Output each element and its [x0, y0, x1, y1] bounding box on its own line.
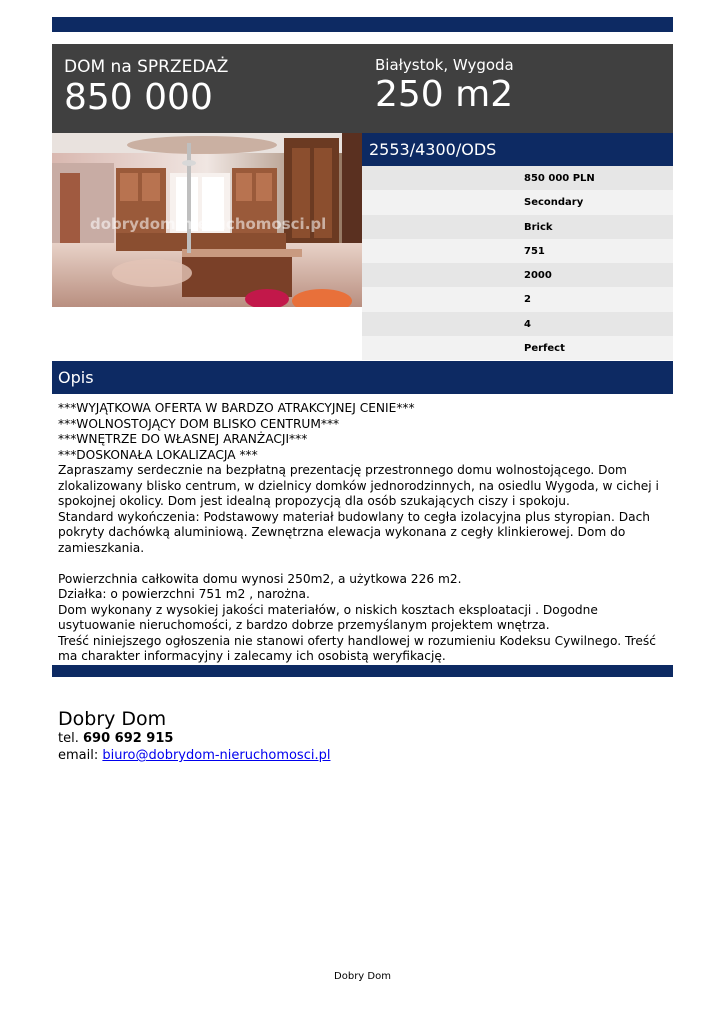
detail-row	[362, 190, 673, 214]
description-paragraph: Standard wykończenia: Podstawowy materiał budowlany to cegła izolacyjna plus styropian. Dach pokryty dachówką aluminiową. Zewnętrzna elewacja wykonana z cegły klinkierowej. Dom do zamieszkania.	[58, 509, 654, 555]
property-price: 850 000	[64, 77, 213, 118]
reference-number: 2553/4300/ODS	[369, 140, 497, 159]
detail-value: 2	[524, 294, 531, 306]
detail-value: Perfect	[524, 343, 565, 355]
detail-row	[362, 239, 673, 263]
details-table	[362, 166, 673, 360]
description-header	[52, 361, 673, 394]
phone-number[interactable]: 690 692 915	[82, 731, 174, 746]
detail-row	[362, 215, 673, 239]
email-line	[58, 747, 330, 764]
contact-block	[58, 708, 330, 764]
bottom-accent-bar	[52, 665, 673, 677]
top-accent-bar	[52, 17, 673, 32]
property-area: 250 m2	[375, 74, 514, 115]
description-line: ***WOLNOSTOJĄCY DOM BLISKO CENTRUM***	[58, 416, 340, 431]
detail-value: 2000	[524, 270, 552, 282]
description-line: ***WYJĄTKOWA OFERTA W BARDZO ATRAKCYJNEJ CENIE***	[58, 401, 415, 415]
description-paragraph: Treść niniejszego ogłoszenia nie stanowi oferty handlowej w rozumieniu Kodeksu Cywilnego. Treść ma charakter informacyjny i zalecamy ich osobistą weryfikację.	[58, 633, 660, 663]
detail-row	[362, 263, 673, 287]
reference-bar	[362, 133, 673, 166]
property-type: DOM na SPRZEDAŻ	[64, 57, 229, 77]
detail-row	[362, 312, 673, 336]
description-spacer	[58, 556, 670, 572]
description-line: ***DOSKONAŁA LOKALIZACJA ***	[58, 447, 258, 462]
description-line: ***WNĘTRZE DO WŁASNEJ ARANŻACJI***	[58, 432, 308, 446]
phone-label: tel.	[58, 731, 83, 746]
photo-watermark: dobrydom-nieruchomosci.pl	[90, 215, 327, 233]
detail-value: 850 000 PLN	[524, 173, 595, 184]
property-photo	[52, 133, 362, 307]
description-paragraph: Dom wykonany z wysokiej jakości materiałów, o niskich kosztach eksploatacji . Dogodne usytuowanie nieruchomości, z bardzo dobrze przemyślanym projektem wnętrza.	[58, 602, 602, 632]
description-line: Działka: o powierzchni 751 m2 , narożna.	[58, 587, 310, 601]
detail-value: 4	[524, 318, 531, 330]
email-label: email:	[58, 748, 103, 763]
detail-row	[362, 287, 673, 311]
detail-value: Brick	[524, 221, 553, 233]
description-text	[58, 401, 670, 665]
company-name: Dobry Dom	[58, 708, 167, 730]
phone-line	[58, 730, 330, 747]
section-title: Opis	[58, 368, 94, 387]
detail-row	[362, 336, 673, 360]
detail-row	[362, 166, 673, 190]
page-footer: Dobry Dom	[334, 971, 391, 982]
detail-value: 751	[524, 245, 545, 257]
description-line: Powierzchnia całkowita domu wynosi 250m2, a użytkowa 226 m2.	[58, 571, 462, 586]
email-link[interactable]: biuro@dobrydom-nieruchomosci.pl	[102, 748, 331, 763]
property-location: Białystok, Wygoda	[375, 56, 514, 74]
description-paragraph: Zapraszamy serdecznie na bezpłatną prezentację przestronnego domu wolnostojącego. Dom zlokalizowany blisko centrum, w dzielnicy domków jednorodzinnych, na osiedlu Wygoda, w cichej i spokojnej okolicy. Dom jest idealną propozycją dla osób szukających ciszy i spokoju.	[58, 463, 663, 508]
listing-header	[52, 44, 673, 133]
detail-value: Secondary	[524, 197, 584, 209]
